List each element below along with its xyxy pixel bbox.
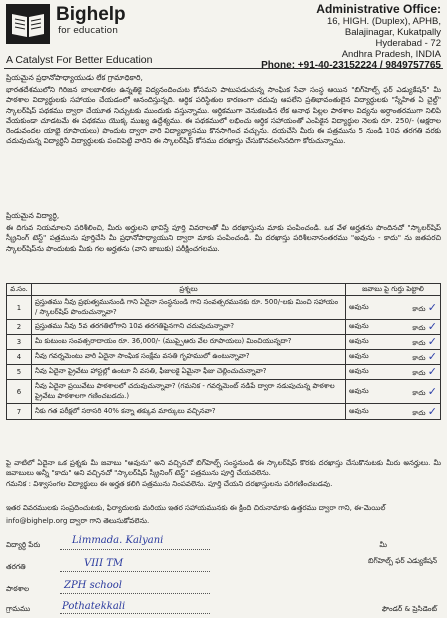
bighelp-logo xyxy=(6,4,50,44)
question-text: నీకు గత పరీక్షలో సరాసరి 40% కన్నా తక్కువ మార్కులు వచ్చినవా? xyxy=(32,404,346,420)
address-line: Balajinagar, Kukatpally xyxy=(344,27,441,38)
answer-no[interactable]: కాదు xyxy=(412,324,426,332)
name-underline xyxy=(60,549,210,550)
answer-no[interactable]: కాదు xyxy=(412,369,426,377)
address-line: Andhra Pradesh, INDIA xyxy=(341,49,441,60)
office-address xyxy=(261,2,441,71)
question-text: నీవు ఏదైనా ప్రైవేటు హాస్టల్లో ఉంటూ నీ వసతి, ఫీజులకై ఏమైనా ఫీజు చెల్లించుచున్నావా? xyxy=(32,365,346,380)
salutation-student: ప్రియమైన విద్యార్థి, xyxy=(6,211,60,220)
checkmark-icon: ✓ xyxy=(427,404,437,418)
school-value[interactable]: ZPH school xyxy=(64,580,122,591)
question-text: మీ కుటుంబ సంవత్సరాదాయం రూ. 36,000/- (ముప్పైఆరు వేల రూపాయలు) మించియున్నదా? xyxy=(32,335,346,350)
intro-paragraph: భారతదేశములోని గిరిజన బాలబాలికల ఉన్నతికై విద్యనందించుట కోసమని పాటుపడుచున్న సాంఘిక సేవా సంస్థ ఆయిన "బిగ్‌హెల్ప్ ఫర్ ఎడ్యుకేషన్" మీ పాఠశాల విద్యార్థులకు సహాయం చేయడంలో ఆనందిస్తున్నది. ఆర్థిక పరిస్థితుల కారణంగా చదువు ఆపలేని ప్రతిభావంతులైన విద్యార్థులకు "స్నేహిత ఏ చైల్డ్" స్కాలర్‌షిప్ పథకము ద్వారా చేయూత నిచ్చుటకు ముందుకు వస్తున్నాము. ఆర్థికముగా వెనుకబడిన లేక అనాథ పిల్లల పాఠశాల విద్యను అర్ధాంతరముగా నిలిపి వేయకుండా చూడటమే ఈ పథకము యొక్క ముఖ్య ఉద్దేశ్యము. ఈ పథకములో లభించు ఆర్థిక సహాయంతో ఎంపికైన విద్యార్థుల నెలకు రూ. 250/- (అక్షరాల రెండువందల యాభై రూపాయలు) పొందుట ద్వారా వారి విద్యాభ్యాసము కొనసాగించ వచ్చును. దయచేసి మీరు ఈ పత్రమును 5 నుండి 10వ తరగతి వరకు చదువుచున్న విద్యార్థినీ విద్యార్థులకు పంచిపెట్టి వారిని ఈ స్కాలర్‌షిప్ కోసము దరఖాస్తు చేసుకొనవలసినదిగా కోరుచున్నాము. xyxy=(6,85,441,146)
table-row xyxy=(7,296,441,320)
table-row xyxy=(7,365,441,380)
sign-yours: మీ xyxy=(379,540,387,549)
table-row xyxy=(7,404,441,420)
table-header-row xyxy=(7,284,441,296)
table-row xyxy=(7,380,441,404)
header-divider xyxy=(4,68,443,69)
eligibility-table xyxy=(6,283,441,420)
school-label: పాఠశాల xyxy=(6,584,30,593)
school-underline xyxy=(60,593,210,594)
row-number: 2 xyxy=(7,320,32,335)
phone-number: Phone: +91-40-23152224 / 9849757765 xyxy=(261,60,441,71)
row-number: 5 xyxy=(7,365,32,380)
checkmark-icon: ✓ xyxy=(427,350,437,363)
header-serial: వ.సం. xyxy=(7,284,32,296)
class-value[interactable]: VIII TM xyxy=(84,558,124,569)
answer-yes[interactable]: అవును xyxy=(349,322,369,330)
answer-yes[interactable]: అవును xyxy=(349,352,369,360)
row-number: 4 xyxy=(7,350,32,365)
table-row xyxy=(7,335,441,350)
table-row xyxy=(7,350,441,365)
contact-email[interactable]: info@bighelp.org ద్వారా గాని తెలుసుకోవలెను. xyxy=(6,516,150,525)
question-text: నీవు ఏదైనా ప్రయివేటు పాఠశాలలో చదువుచున్నావా? (గమనిక - గవర్నమెంట్ నడిపే ద్వారా నడుపుచున్న పాఠశాల ప్రైవేటు పాఠశాలగా గణించబడదు.) xyxy=(32,380,346,404)
sign-organization: బిగ్‌హెల్ప్ ఫర్ ఎడ్యుకేషన్ xyxy=(367,556,437,565)
checkmark-icon: ✓ xyxy=(427,320,437,333)
sign-designation: ఫౌండర్ & ప్రెసిడెంట్ xyxy=(381,604,437,613)
address-line: 16, HIGH. (Duplex), APHB, xyxy=(326,16,441,27)
class-label: తరగతి xyxy=(6,562,26,571)
row-number: 6 xyxy=(7,380,32,404)
answer-yes[interactable]: అవును xyxy=(349,302,369,311)
row-number: 7 xyxy=(7,404,32,420)
name-label: విద్యార్థి పేరు xyxy=(6,540,41,549)
answer-yes[interactable]: అవును xyxy=(349,337,369,345)
table-row xyxy=(7,320,441,335)
village-value[interactable]: Pothatekkali xyxy=(62,601,126,612)
row-number: 3 xyxy=(7,335,32,350)
question-text: ప్రస్తుతము నీవు ప్రభుత్వమునుండి గాని ఏదైనా సంస్థనుండి గాని సంవత్సరమునకు రూ. 500/-లకు మించి సహాయం / స్కాలర్‌షిప్ పొందుచున్నావా? xyxy=(32,296,346,320)
answer-no[interactable]: కాదు xyxy=(412,339,426,347)
answer-no[interactable]: కాదు xyxy=(412,354,426,362)
checkmark-icon: ✓ xyxy=(427,300,437,314)
answer-yes[interactable]: అవును xyxy=(349,386,369,395)
answer-no[interactable]: కాదు xyxy=(412,388,426,397)
brand-name: Bighelp xyxy=(56,4,126,25)
class-underline xyxy=(60,571,210,572)
note-caution: గమనిక : విశ్వాసంగల విద్యార్థులు ఈ అర్హత కలిగి పత్రమును నింపవలెను. పూర్తి చేయని దరఖాస్తులను పరిగణించబడవు. xyxy=(6,479,333,488)
question-text: నీవు గవర్నమెంటు వారి ఏదైనా సాంఘిక సంక్షేమ వసతి గృహములో ఉంటున్నావా? xyxy=(32,350,346,365)
office-title: Administrative Office: xyxy=(316,2,441,16)
checkmark-icon: ✓ xyxy=(427,384,437,398)
header-questions: ప్రశ్నలు xyxy=(32,284,346,296)
question-text: ప్రస్తుతము నీవు 5వ తరగతిలోగాని 10వ తరగతిపైనగాని చదువుచున్నావా? xyxy=(32,320,346,335)
instructions-paragraph: ఈ దిగువ నియమాలని పరిశీలించి, మీరు అర్హులని భావిస్తే పూర్తి వివరాలతో మీ దరఖాస్తును మాకు పంపించండి. ఒక వేళ అర్హతను పొందినచో "స్కాలర్‌షిప్ స్క్రీనింగ్ టెస్ట్" పత్రమును పూర్తిచేసి మీ ప్రధానోపాధ్యాయుని ద్వారా మాకు పంపించండి. మీ దరఖాస్తు పరిశీలనానంతరము "అవును - కాదు" ను జతపరచి స్కాలర్‌షిప్‌ను పొందుటకు మీకు గల అర్హతను (వాని జాబుకు) పరీక్షించగలము. xyxy=(6,223,441,253)
checkmark-icon: ✓ xyxy=(427,365,437,378)
answer-yes[interactable]: అవును xyxy=(349,406,369,415)
note-contact: ఇతర వివరములకు సంప్రదించుటకు, ఫిర్యాదులకు మరియు ఇతర సహాయమునకు ఈ క్రింది చిరునామాకు ఉత్తరము ద్వారా గాని, ఈ-మెయిల్ xyxy=(6,503,386,512)
open-book-icon xyxy=(6,4,50,44)
row-number: 1 xyxy=(7,296,32,320)
note-eligibility: పై వాటిలో ఏదైనా ఒక ప్రశ్నకు మీ జవాబు "అవును" అని వచ్చినచో బిగ్‌హెల్ప్ సంస్థనుండి ఈ స్కాలర్‌షిప్ కొరకు దరఖాస్తు చేసుకొనుటకు మీరు అనర్హులు. మీ జవాబులు అన్నీ "కాదు" అని వచ్చినచో "స్కాలర్‌షిప్ స్క్రీనింగ్ టెస్ట్" పత్రమును పూర్తి చేయవలెను. xyxy=(6,458,441,477)
village-label: గ్రామము xyxy=(6,604,31,613)
header-answer: జవాబు పై గుర్తు పెట్టాలి xyxy=(346,284,441,296)
checkmark-icon: ✓ xyxy=(427,335,437,348)
brand-subtitle: for education xyxy=(58,26,118,36)
name-value[interactable]: Limmada. Kalyani xyxy=(72,535,164,546)
salutation-headmaster: ప్రియమైన ప్రధానోపాధ్యాయుడు లేక గ్రామాధికారి, xyxy=(6,73,143,82)
village-underline xyxy=(60,613,210,614)
answer-no[interactable]: కాదు xyxy=(412,304,426,313)
address-line: Hyderabad - 72 xyxy=(375,38,441,49)
answer-no[interactable]: కాదు xyxy=(412,408,426,417)
tagline: A Catalyst For Better Education xyxy=(6,54,153,66)
answer-yes[interactable]: అవును xyxy=(349,367,369,375)
